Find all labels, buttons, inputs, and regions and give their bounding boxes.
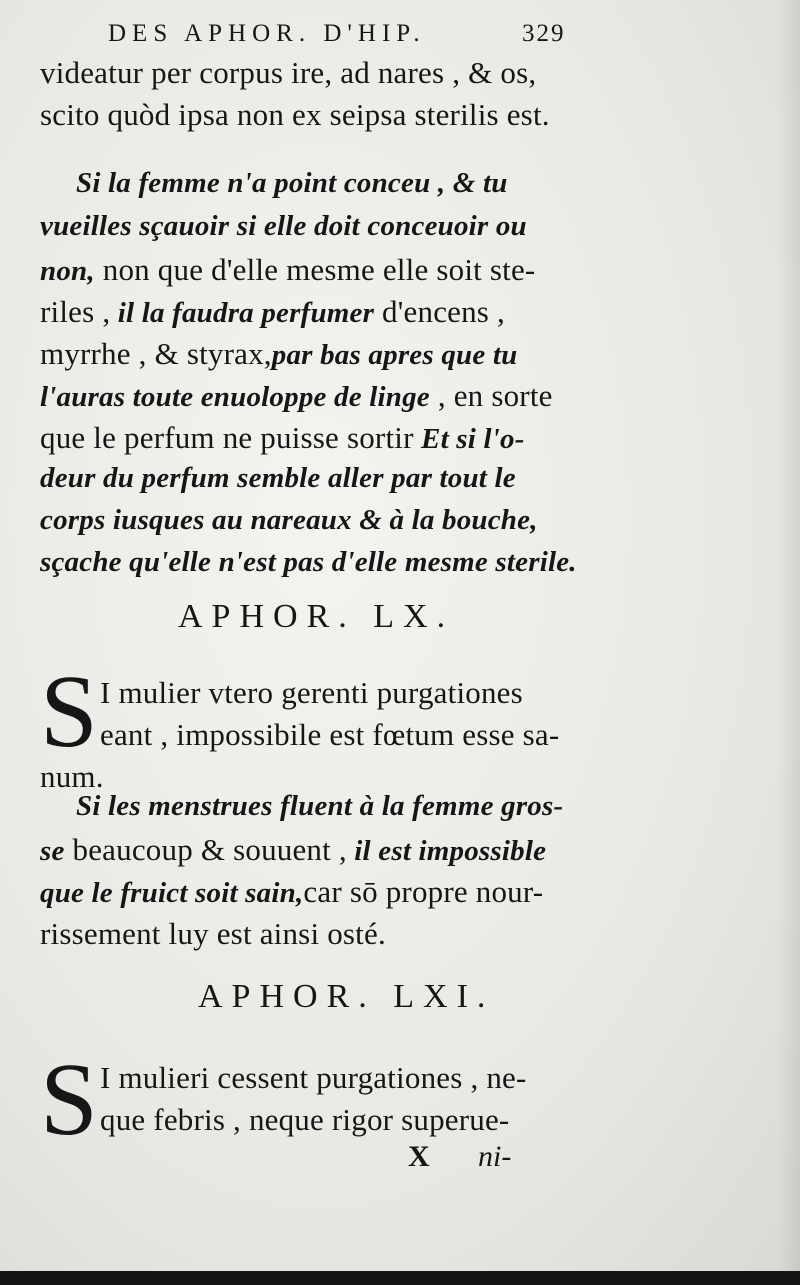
latin-line-1: videatur per corpus ire, ad nares , & os, xyxy=(40,55,537,90)
roman-run: que le perfum ne puisse sortir xyxy=(40,420,414,455)
french-line xyxy=(40,874,543,910)
aphorism-heading-lx: APHOR. LX. xyxy=(178,598,455,635)
french-line xyxy=(40,546,577,579)
page-edge-shadow xyxy=(778,0,800,1285)
signature-mark: X xyxy=(408,1140,430,1173)
italic-run: par bas apres que tu xyxy=(271,339,518,371)
french-line xyxy=(76,790,563,823)
roman-run: non que d'elle mesme elle soit ste- xyxy=(94,252,536,287)
italic-run: Si la femme n'a point conceu , & tu xyxy=(76,167,508,199)
page-number: 329 xyxy=(522,20,566,47)
french-line xyxy=(76,167,508,200)
french-line xyxy=(40,378,553,414)
italic-run: vueilles sçauoir si elle doit conceuoir ou xyxy=(40,210,527,242)
french-line xyxy=(40,832,546,868)
latin-line: eant , impossibile est fœtum esse sa- xyxy=(100,717,560,752)
running-header-title: DES APHOR. D'HIP. xyxy=(108,20,426,47)
roman-run: d'encens , xyxy=(374,294,505,329)
italic-run: non, xyxy=(40,255,95,287)
french-line xyxy=(40,420,525,456)
italic-run: il est impossible xyxy=(346,835,547,867)
italic-run: sçache qu'elle n'est pas d'elle mesme sterile. xyxy=(40,546,577,578)
roman-run: car sō propre nour- xyxy=(303,874,544,909)
french-line xyxy=(40,252,535,288)
latin-line: num. xyxy=(40,759,104,794)
french-line xyxy=(40,210,527,243)
italic-run: deur du perfum semble aller par tout le xyxy=(40,462,516,494)
latin-line: I mulier vtero gerenti purgationes xyxy=(100,675,523,710)
roman-run: rissement luy est ainsi osté. xyxy=(40,916,386,951)
roman-run: beaucoup & souuent , xyxy=(64,832,347,867)
french-line xyxy=(40,916,386,952)
latin-line: I mulieri cessent purgationes , ne- xyxy=(100,1060,527,1095)
italic-run: l'auras toute enuoloppe de linge xyxy=(40,381,430,413)
french-line xyxy=(40,462,516,495)
italic-run: se xyxy=(40,835,65,867)
roman-run: , en sorte xyxy=(429,378,553,413)
italic-run: Si les menstrues fluent à la femme gros- xyxy=(76,790,564,822)
italic-run: que le fruict soit sain, xyxy=(40,877,304,909)
italic-run: il la faudra perfumer xyxy=(110,297,375,329)
french-line xyxy=(40,504,538,537)
aphorism-heading-lxi: APHOR. LXI. xyxy=(198,978,495,1015)
italic-run: Et si l'o- xyxy=(413,423,525,455)
drop-cap-s: S xyxy=(40,1042,98,1157)
french-line xyxy=(40,336,517,372)
roman-run: riles , xyxy=(40,294,111,329)
italic-run: corps iusques au nareaux & à la bouche, xyxy=(40,504,538,536)
roman-run: myrrhe , & styrax, xyxy=(40,336,272,371)
latin-line-2: scito quòd ipsa non ex seipsa sterilis est. xyxy=(40,97,550,132)
latin-line: que febris , neque rigor superue- xyxy=(100,1102,510,1137)
page-bottom-edge xyxy=(0,1271,800,1285)
drop-cap-s: S xyxy=(40,654,98,769)
catchword: ni- xyxy=(478,1140,512,1173)
french-line xyxy=(40,294,505,330)
